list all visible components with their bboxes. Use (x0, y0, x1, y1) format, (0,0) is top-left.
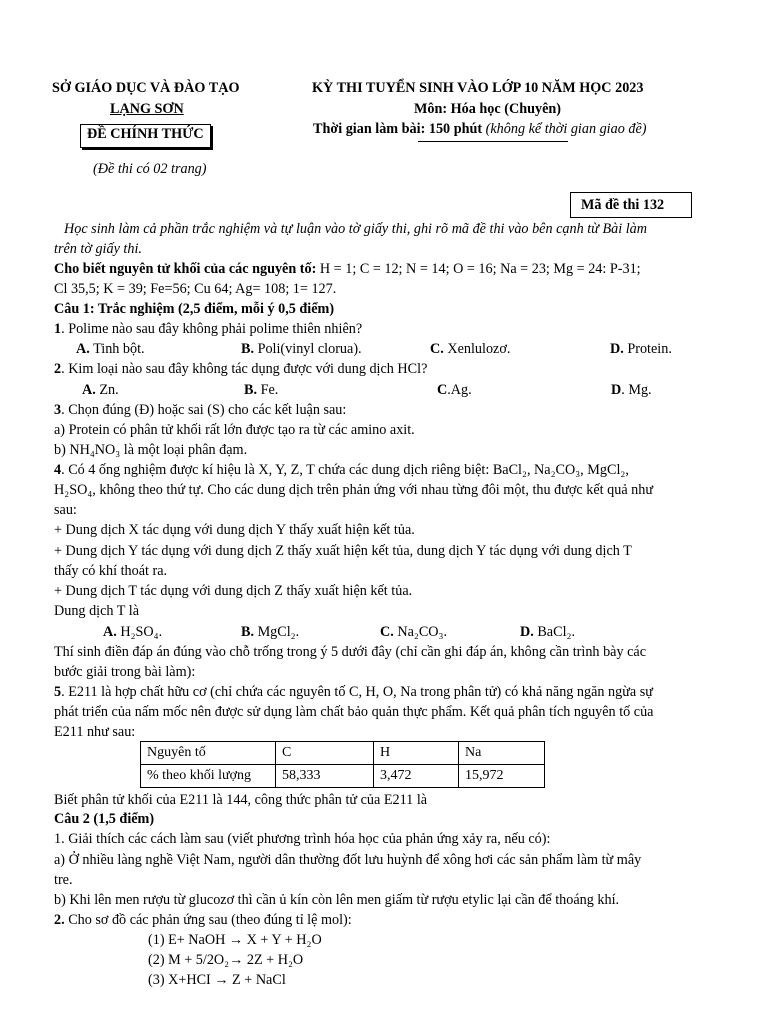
q1-p5-after: Biết phân tử khối của E211 là 144, công thức phân tử của E211 là (54, 792, 428, 808)
q1-p1-option-b: B. Poli(vinyl clorua). (241, 341, 362, 357)
table-cell: 15,972 (459, 765, 545, 788)
q2-heading: Câu 2 (1,5 điểm) (54, 811, 155, 827)
element-analysis-table (140, 741, 545, 788)
fill-note-2: bước giải trong bài làm): (54, 664, 196, 680)
q1-p4-line-7: + Dung dịch T tác dụng với dung dịch Z thấy xuất hiện kết tủa. (54, 583, 413, 599)
exam-subject: Môn: Hóa học (Chuyên) (414, 101, 562, 117)
table-header-row (141, 742, 545, 765)
atomic-mass-values: H = 1; C = 12; N = 14; O = 16; Na = 23; Mg = 24: P-31; (316, 261, 641, 277)
q1-p1-option-a: A. Tinh bột. (76, 341, 145, 357)
table-cell: H (374, 742, 459, 765)
fill-note-1: Thí sinh điền đáp án đúng vào chỗ trống trong ý 5 dưới đây (chỉ cần ghi đáp án, không cần trình bày các (54, 644, 646, 660)
q1-p4-line-4: + Dung dịch X tác dụng với dung dịch Y thấy xuất hiện kết tủa. (54, 522, 415, 538)
q1-p5-line-1: 5. E211 là hợp chất hữu cơ (chỉ chứa các nguyên tố C, H, O, Na trong phân tử) có khả năng ngăn ngừa sự (54, 684, 653, 700)
intro-line-2: trên tờ giấy thi. (54, 241, 142, 257)
q1-p1-num: 1 (54, 321, 62, 337)
q1-p4-option-a: A. H₂SO₄. (103, 624, 163, 640)
q1-heading: Câu 1: Trắc nghiệm (2,5 điểm, mỗi ý 0,5 điểm) (54, 301, 335, 317)
pages-note: (Đề thi có 02 trang) (93, 161, 207, 177)
q2-p1: 1. Giải thích các cách làm sau (viết phương trình hóa học của phản ứng xảy ra, nếu có): (54, 831, 551, 847)
table-cell: Na (459, 742, 545, 765)
table-cell: Nguyên tố (141, 742, 276, 765)
exam-code-box: Mã đề thi 132 (570, 192, 692, 218)
table-cell: % theo khối lượng (141, 765, 276, 788)
q2-p1-b: b) Khi lên men rượu từ glucozơ thì cần ủ kín còn lên men giấm từ rượu etylic lại cần để thoáng khí. (54, 892, 620, 908)
reaction-equation: (2) M + 5/2O₂→ 2Z + H₂O (148, 952, 304, 968)
time-label: Thời gian làm bài: 150 phút (313, 121, 483, 137)
exam-time (313, 121, 646, 138)
time-note: (không kể thời gian giao đề) (485, 121, 647, 137)
table-row (141, 765, 545, 788)
q1-p4-line-8: Dung dịch T là (54, 603, 139, 619)
q1-p5-line-3: E211 như sau: (54, 724, 136, 740)
province-name: LẠNG SƠN (110, 101, 184, 117)
q1-p1-option-c: C. Xenlulozơ. (430, 341, 511, 357)
atomic-mass-label: Cho biết nguyên tử khối của các nguyên tố: (54, 261, 317, 277)
q1-p2-stem: 2. Kim loại nào sau đây không tác dụng được với dung dịch HCl? (54, 361, 428, 377)
q1-p2-option-d: D. Mg. (611, 382, 652, 398)
q1-p3-stem: 3. Chọn đúng (Đ) hoặc sai (S) cho các kết luận sau: (54, 402, 347, 418)
table-cell: C (276, 742, 374, 765)
q1-p4-option-c: C. Na₂CO₃. (380, 624, 448, 640)
reaction-equation: (3) X+HCI → Z + NaCl (148, 972, 286, 988)
q1-p4-option-b: B. MgCl₂. (241, 624, 300, 640)
q1-p4-line-2: H₂SO₄, không theo thứ tự. Cho các dung dịch trên phản ứng với nhau từng đôi một, thu được kết quả như (54, 482, 654, 498)
q1-p1-stem (54, 321, 362, 338)
exam-title: KỲ THI TUYỂN SINH VÀO LỚP 10 NĂM HỌC 2023 (312, 80, 644, 96)
q1-p4-line-3: sau: (54, 502, 77, 518)
q1-p4-line-1: 4. Có 4 ống nghiệm được kí hiệu là X, Y, Z, T chứa các dung dịch riêng biệt: BaCl₂, Na₂CO₃, MgCl₂, (54, 462, 629, 478)
table-cell: 58,333 (276, 765, 374, 788)
q1-p4-option-d: D. BaCl₂. (520, 624, 576, 640)
official-label: ĐỀ CHÍNH THỨC (80, 124, 211, 148)
q1-p1-text: . Polime nào sau đây không phải polime thiên nhiên? (61, 321, 363, 337)
q2-p1-a-line-2: tre. (54, 872, 73, 888)
q1-p2-option-a: A. Zn. (82, 382, 119, 398)
header-underline (418, 141, 568, 142)
q1-p1-option-d: D. Protein. (610, 341, 672, 357)
intro-line-1: Học sinh làm cả phần trắc nghiệm và tự luận vào tờ giấy thi, ghi rõ mã đề thi vào bên cạnh từ Bài làm (64, 221, 647, 237)
q1-p3-b: b) NH₄NO₃ là một loại phân đạm. (54, 442, 248, 458)
atomic-mass-line-2: Cl 35,5; K = 39; Fe=56; Cu 64; Ag= 108; 1= 127. (54, 281, 337, 297)
q1-p4-line-5: + Dung dịch Y tác dụng với dung dịch Z thấy xuất hiện kết tủa, dung dịch Y tác dụng với dung dịch T (54, 543, 632, 559)
q2-p2-stem: 2. Cho sơ đồ các phản ứng sau (theo đúng tỉ lệ mol): (54, 912, 352, 928)
q1-p5-line-2: phát triển của nấm mốc nên được sử dụng làm chất bảo quản thực phẩm. Kết quả phân tích nguyên tố của (54, 704, 654, 720)
q1-p2-option-b: B. Fe. (244, 382, 279, 398)
q1-p3-a: a) Protein có phân tử khối rất lớn được tạo ra từ các amino axit. (54, 422, 415, 438)
q1-p2-option-c: C.Ag. (437, 382, 472, 398)
table-cell: 3,472 (374, 765, 459, 788)
department-name: SỞ GIÁO DỤC VÀ ĐÀO TẠO (52, 80, 240, 96)
reaction-equation: (1) E+ NaOH → X + Y + H₂O (148, 932, 322, 948)
atomic-mass-line-1 (54, 261, 641, 278)
q2-p1-a-line-1: a) Ở nhiều làng nghề Việt Nam, người dân thường đốt lưu huỳnh để xông hơi các sản phẩm làm từ mây (54, 852, 642, 868)
q1-p4-line-6: thấy có khí thoát ra. (54, 563, 168, 579)
